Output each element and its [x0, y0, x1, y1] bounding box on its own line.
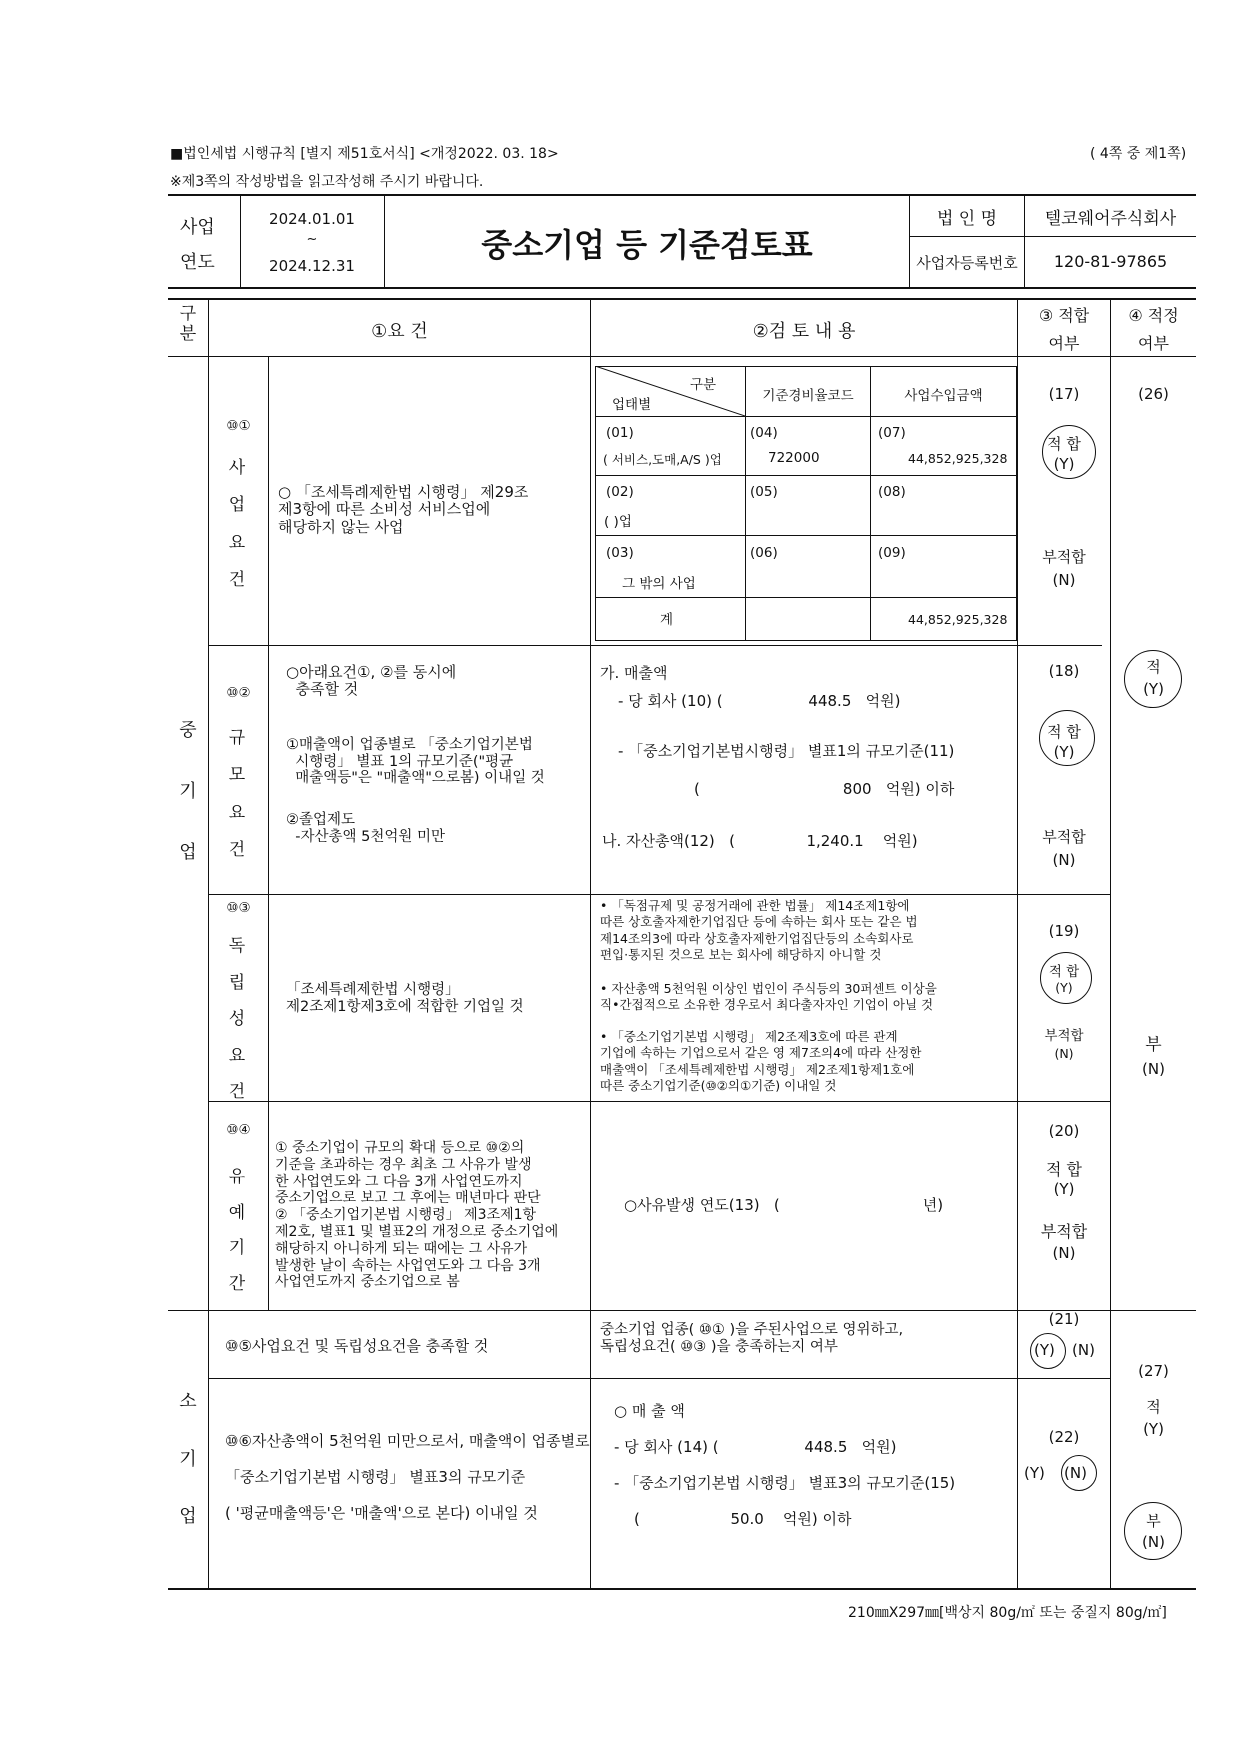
- s103-review-2: • 자산총액 5천억원 이상인 법인이 주식등의 30퍼센트 이상을 직•간접적으로 소유한 경우로서 최다출자자인 기업이 아닐 것: [600, 981, 937, 1013]
- year-label-2: 연도: [180, 252, 215, 273]
- s102-rev-a1: - 당 회사 (10) ( 448.5 억원): [618, 692, 901, 710]
- group-mid: 중기업: [179, 720, 197, 864]
- s103-num: ⑩③: [226, 900, 251, 916]
- page-title: 중소기업 등 기준검토표: [481, 226, 813, 264]
- s102-rev-a3: ( 800 억원) 이하: [694, 780, 955, 798]
- r3-code-09: (09): [878, 545, 906, 561]
- s104-fit-no: 부적합: [1040, 1222, 1088, 1241]
- fit-header-1: ③ 적합: [1038, 306, 1090, 325]
- s103-fit-no-n: (N): [1054, 1046, 1074, 1061]
- s102-cond-1: ○아래요건①, ②를 동시에 충족할 것: [286, 663, 457, 699]
- bizno: 120-81-97865: [1053, 252, 1168, 271]
- form-reference: ■법인세법 시행규칙 [별지 제51호서식] <개정2022. 03. 18>: [170, 146, 559, 162]
- s105-condition: ⑩⑤사업요건 및 독립성요건을 충족할 것: [225, 1337, 489, 1355]
- s105-fit-n: (N): [1072, 1341, 1095, 1359]
- s101-fit-number: (17): [1048, 385, 1080, 403]
- inner-head-business: 업태별: [612, 397, 652, 413]
- s102-fit-yes: 적 합: [1047, 723, 1081, 741]
- s106-rev-a: ○ 매 출 액: [614, 1402, 685, 1420]
- r1-amount: 44,852,925,328: [908, 451, 1008, 466]
- bizno-label: 사업자등록번호: [916, 254, 1018, 272]
- s106-proper-number: (27): [1138, 1362, 1169, 1380]
- period-sep: ~: [306, 232, 318, 247]
- proper-header-1: ④ 적정: [1128, 306, 1179, 325]
- s104-fit-no-n: (N): [1052, 1244, 1076, 1262]
- s103-proper-no: 부: [1145, 1035, 1162, 1055]
- s102-proper-yes: 적: [1146, 658, 1161, 676]
- r3-code-03: (03): [606, 545, 634, 561]
- s102-fit-number: (18): [1048, 662, 1080, 680]
- r3-code-06: (06): [750, 545, 778, 561]
- s105-fit-y: (Y): [1034, 1341, 1055, 1359]
- s102-rev-a: 가. 매출액: [600, 664, 668, 682]
- r3-business-type: 그 밖의 사업: [622, 576, 696, 592]
- group-small: 소기업: [179, 1391, 197, 1528]
- r1-code-04: (04): [750, 425, 778, 441]
- s102-fit-yes-y: (Y): [1053, 743, 1075, 761]
- s106-fit-n: (N): [1064, 1464, 1087, 1482]
- s101-label: 사업요건: [228, 458, 246, 591]
- s103-review-1: • 「독점규제 및 공정거래에 관한 법률」 제14조제1항에 따른 상호출자제한기업집단 등에 속하는 회사 또는 같은 법 제14조의3에 따라 상호출자제한기업집단등의 소속회사로 편입·통지된 것으로 보는 회사에 해당하지 아니할 것: [600, 898, 918, 962]
- s101-fit-yes: 적 합: [1047, 435, 1081, 453]
- inner-col-amount: 사업수입금액: [904, 388, 983, 404]
- s103-proper-no-n: (N): [1142, 1060, 1165, 1078]
- s104-num: ⑩④: [226, 1122, 251, 1138]
- s106-rev-a1: - 당 회사 (14) ( 448.5 억원): [614, 1438, 897, 1456]
- page-info: ( 4쪽 중 제1쪽): [1090, 146, 1187, 162]
- s103-fit-number: (19): [1048, 922, 1080, 940]
- s106-rev-a3: ( 50.0 억원) 이하: [634, 1510, 852, 1528]
- s102-fit-no: 부적합: [1042, 828, 1086, 846]
- s104-fit-yes: 적 합: [1046, 1160, 1082, 1179]
- s104-fit-yes-y: (Y): [1053, 1180, 1075, 1198]
- s103-label: 독립성요건: [228, 936, 246, 1103]
- s101-fit-no-n: (N): [1052, 571, 1076, 589]
- r1-expense-code: 722000: [768, 450, 820, 466]
- review-header: ②검 토 내 용: [752, 321, 856, 342]
- inner-col-code: 기준경비율코드: [762, 388, 854, 404]
- s106-cond-2: 「중소기업기본법 시행령」 별표3의 규모기준: [225, 1468, 526, 1486]
- s106-proper-no: 부: [1146, 1512, 1161, 1530]
- s103-fit-no: 부적합: [1044, 1028, 1084, 1044]
- corp-name: 텔코웨어주식회사: [1044, 209, 1177, 229]
- s103-condition: 「조세특례제한법 시행령」 제2조제1항제3호에 적합한 기업일 것: [286, 982, 524, 1015]
- year-label-1: 사업: [180, 217, 215, 238]
- gubun-header: 구분: [179, 304, 197, 344]
- s105-fit-number: (21): [1048, 1310, 1080, 1328]
- s102-label: 규모요건: [228, 728, 246, 861]
- s101-fit-yes-y: (Y): [1053, 455, 1075, 473]
- r1-code-07: (07): [878, 425, 906, 441]
- fit-header-2: 여부: [1048, 334, 1080, 353]
- period-start: 2024.01.01: [269, 210, 355, 228]
- yogeon-header: ①요 건: [371, 321, 428, 342]
- s103-fit-yes: 적 합: [1048, 964, 1080, 980]
- period-end: 2024.12.31: [269, 257, 355, 275]
- s106-cond-3: ( '평균매출액등'은 '매출액'으로 본다) 이내일 것: [225, 1504, 538, 1522]
- r2-business-type: ( )업: [604, 514, 632, 530]
- total-amount: 44,852,925,328: [908, 612, 1008, 627]
- s102-rev-b: 나. 자산총액(12) ( 1,240.1 억원): [602, 832, 918, 850]
- s101-num: ⑩①: [226, 418, 251, 434]
- s106-cond-1: ⑩⑥자산총액이 5천억원 미만으로서, 매출액이 업종별로: [225, 1432, 590, 1450]
- corp-name-label: 법 인 명: [936, 209, 998, 229]
- s105-review: 중소기업 업종( ⑩① )을 주된사업으로 영위하고, 독립성요건( ⑩③ )을 충족하는지 여부: [600, 1322, 904, 1355]
- s101-fit-no: 부적합: [1042, 548, 1086, 566]
- s106-proper-yes-y: (Y): [1143, 1420, 1164, 1438]
- s106-proper-no-n: (N): [1142, 1533, 1165, 1551]
- paper-spec: 210㎜X297㎜[백상지 80g/㎡ 또는 중질지 80g/㎡]: [848, 1605, 1167, 1621]
- s102-proper-yes-y: (Y): [1143, 680, 1164, 698]
- s101-condition: ○ 「조세특례제한법 시행령」 제29조 제3항에 따른 소비성 서비스업에 해당하지 않는 사업: [278, 483, 529, 536]
- total-label: 계: [660, 612, 674, 628]
- r2-code-08: (08): [878, 484, 906, 500]
- r2-code-02: (02): [606, 484, 634, 500]
- r2-code-05: (05): [750, 484, 778, 500]
- inner-head-gubun: 구분: [690, 377, 717, 393]
- s102-cond-2: ①매출액이 업종별로 「중소기업기본법 시행령」 별표 1의 규모기준("평균 매출액등"은 "매출액"으로봄) 이내일 것: [286, 737, 545, 787]
- s104-label: 유예기간: [228, 1167, 246, 1295]
- s104-review: ○사유발생 연도(13) ( 년): [624, 1196, 944, 1214]
- s106-proper-yes: 적: [1146, 1398, 1161, 1416]
- s101-proper-number: (26): [1138, 385, 1169, 403]
- s106-fit-y: (Y): [1024, 1464, 1045, 1482]
- s102-cond-3: ②졸업제도 -자산총액 5천억원 미만: [286, 812, 445, 845]
- s102-fit-no-n: (N): [1052, 851, 1076, 869]
- s103-fit-yes-y: (Y): [1055, 980, 1073, 995]
- instruction-note: ※제3쪽의 작성방법을 읽고작성해 주시기 바랍니다.: [170, 174, 484, 190]
- r1-business-type: ( 서비스,도매,A/S )업: [603, 452, 722, 467]
- s104-condition: ① 중소기업이 규모의 확대 등으로 ⑩②의 기준을 초과하는 경우 최초 그 사유가 발생 한 사업연도와 그 다음 3개 사업연도까지 중소기업으로 보고 그 후에는 매년마다 판단 ② 「중소기업기본법 시행령」 제3조제1항 제2호, 별표1 및 별표2의 개정으로 중소기업에 해당하지 아니하게 되는 때에는 그 사유가 발생한 날이 속하는 사업연도와 그 다음 3개 사업연도까지 중소기업으로 봄: [275, 1140, 559, 1291]
- s106-fit-number: (22): [1048, 1428, 1080, 1446]
- s106-rev-a2: - 「중소기업기본법 시행령」 별표3의 규모기준(15): [614, 1474, 956, 1492]
- proper-header-2: 여부: [1138, 334, 1169, 353]
- s102-rev-a2: - 「중소기업기본법시행령」 별표1의 규모기준(11): [618, 742, 955, 760]
- s104-fit-number: (20): [1048, 1122, 1080, 1140]
- r1-code-01: (01): [606, 425, 634, 441]
- s102-num: ⑩②: [226, 685, 251, 701]
- s103-review-3: • 「중소기업기본법 시행령」 제2조제3호에 따른 관계 기업에 속하는 기업으로서 같은 영 제7조의4에 따라 산정한 매출액이 「조세특례제한법 시행령」 제2조제1항제1호에 따른 중소기업기준(⑩②의①기준) 이내일 것: [600, 1029, 922, 1093]
